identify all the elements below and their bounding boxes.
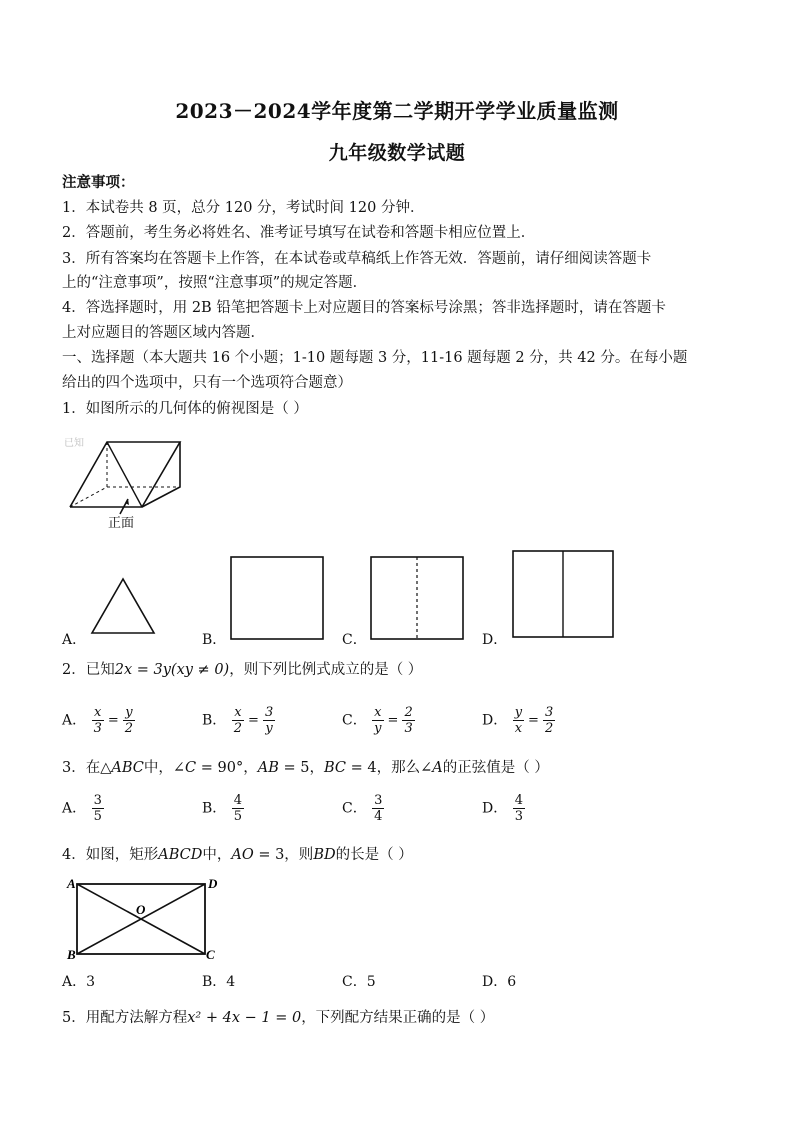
q4-text: 4．如图，矩形 bbox=[62, 847, 159, 863]
frac-num: x bbox=[92, 705, 104, 721]
frac-den: 5 bbox=[233, 809, 243, 824]
frac-num: 2 bbox=[404, 705, 413, 720]
notice-heading: 注意事项： bbox=[62, 174, 135, 191]
vertex-b-label: B bbox=[67, 947, 76, 962]
question-1-stem: 1．如图所示的几何体的俯视图是（ ） bbox=[62, 401, 308, 417]
q3-text: 3．在△ bbox=[62, 760, 112, 776]
q3-var: AB bbox=[257, 760, 279, 776]
q3-var: C bbox=[185, 760, 197, 776]
q3-option-c bbox=[342, 793, 385, 824]
q4-option-b: B．4 bbox=[202, 974, 236, 990]
frac-den: 4 bbox=[374, 809, 383, 824]
vertex-c-label: C bbox=[206, 947, 215, 962]
option-label: A． bbox=[62, 712, 87, 729]
center-o-label: O bbox=[136, 902, 146, 917]
q4-var: ABCD bbox=[158, 847, 203, 863]
q3-text: 中，∠ bbox=[143, 760, 186, 776]
option-label: D． bbox=[482, 800, 508, 817]
q3-var: BC bbox=[323, 760, 346, 776]
q2-stem-suffix: ，则下列比例式成立的是（ ） bbox=[229, 662, 423, 678]
page-subtitle: 九年级数学试题 bbox=[328, 142, 466, 164]
frac-num: 4 bbox=[233, 793, 243, 808]
frac-num: 3 bbox=[93, 793, 102, 808]
q5-text: ，下列配方结果正确的是（ ） bbox=[301, 1010, 495, 1026]
q3-text: = 90°， bbox=[196, 760, 258, 776]
option-label: A． bbox=[62, 800, 87, 817]
q3-text: = 5， bbox=[278, 760, 324, 776]
section-heading: 给出的四个选项中，只有一个选项符合题意） bbox=[62, 375, 352, 391]
q3-option-b bbox=[202, 793, 245, 824]
q4-option-d: D．6 bbox=[482, 974, 517, 990]
option-label: C． bbox=[342, 800, 367, 817]
frac-num: 4 bbox=[514, 793, 523, 808]
frac-num: 3 bbox=[264, 705, 274, 720]
question-3-stem bbox=[62, 758, 742, 778]
option-label: D． bbox=[482, 712, 508, 729]
front-label: 正面 bbox=[108, 516, 135, 531]
q3-var: A bbox=[432, 760, 443, 776]
option-c-rectangle-dashed bbox=[370, 556, 465, 641]
q2-option-c: C． $\frac{x}{y}$ = $\frac{2}{3}$ bbox=[342, 705, 413, 736]
notice-item: 2．答题前，考生务必将姓名、准考证号填写在试卷和答题卡相应位置上． bbox=[62, 225, 536, 241]
q4-option-c: C．5 bbox=[342, 974, 376, 990]
frac-num: y bbox=[514, 705, 523, 720]
section-heading: 一、选择题（本大题共 16 个小题；1-10 题每题 3 分，11-16 题每题 2 分，共 42 分。在每小题 bbox=[62, 350, 688, 366]
q3-text: = 4，那么∠ bbox=[346, 760, 433, 776]
notice-item: 1．本试卷共 8 页，总分 120 分，考试时间 120 分钟． bbox=[62, 200, 425, 216]
scan-ghost-text: 已知 bbox=[64, 438, 84, 449]
q4-var: AO bbox=[231, 847, 254, 863]
frac-den: x bbox=[514, 721, 523, 736]
frac-num: x bbox=[372, 705, 383, 721]
frac-den: 3 bbox=[514, 809, 523, 824]
q1-option-d-label: D． bbox=[482, 632, 508, 648]
q5-equation: x² + 4x − 1 = 0 bbox=[187, 1010, 302, 1026]
frac-den: y bbox=[265, 721, 273, 736]
question-4-stem bbox=[62, 845, 742, 865]
notice-item: 上的“注意事项”，按照“注意事项”的规定答题． bbox=[62, 275, 368, 291]
frac-num: 3 bbox=[544, 705, 554, 720]
frac-num: 3 bbox=[374, 793, 383, 808]
frac-den: 2 bbox=[124, 721, 134, 736]
question-5-stem bbox=[62, 1008, 742, 1028]
notice-item: 上对应题目的答题区域内答题． bbox=[62, 325, 265, 341]
question-2-stem bbox=[62, 660, 742, 680]
frac-den: 3 bbox=[404, 721, 413, 736]
q2-option-a: A． $\frac{x}{3}$ = $\frac{y}{2}$ bbox=[62, 705, 134, 736]
q2-stem-prefix: 2．已知 bbox=[62, 662, 115, 678]
q3-text: 的正弦值是（ ） bbox=[442, 760, 549, 776]
q1-option-c-label: C． bbox=[342, 632, 367, 648]
q2-option-b: B． $\frac{x}{2}$ = $\frac{3}{y}$ bbox=[202, 705, 274, 736]
page-title: 2023－2024学年度第二学期开学学业质量监测 bbox=[175, 99, 619, 123]
frac-den: y bbox=[374, 721, 382, 736]
frac-num: x bbox=[232, 705, 244, 721]
q4-text: 的长是（ ） bbox=[335, 847, 413, 863]
rectangle-figure bbox=[64, 876, 224, 964]
option-d-rectangle-solid bbox=[512, 550, 616, 640]
q3-option-d bbox=[482, 793, 526, 824]
option-label: B． bbox=[202, 800, 227, 817]
frac-den: 5 bbox=[93, 809, 102, 824]
notice-item: 3．所有答案均在答题卡上作答，在本试卷或草稿纸上作答无效．答题前，请仔细阅读答题卡 bbox=[62, 251, 652, 267]
q1-option-a-label: A． bbox=[62, 632, 87, 648]
frac-num: y bbox=[123, 705, 135, 721]
frac-den: 3 bbox=[93, 721, 102, 736]
q4-text: 中， bbox=[202, 847, 232, 863]
vertex-a-label: A bbox=[67, 876, 76, 891]
q1-option-b-label: B． bbox=[202, 632, 227, 648]
frac-den: 2 bbox=[544, 721, 554, 736]
q2-option-d: D． $\frac{y}{x}$ = $\frac{3}{2}$ bbox=[482, 705, 554, 736]
q4-option-a: A．3 bbox=[62, 974, 96, 990]
option-b-rectangle bbox=[230, 556, 325, 641]
q3-option-a bbox=[62, 793, 105, 824]
option-label: C． bbox=[342, 712, 367, 729]
q3-var: ABC bbox=[111, 760, 144, 776]
option-a-triangle bbox=[88, 576, 158, 636]
vertex-d-label: D bbox=[208, 876, 218, 891]
option-label: B． bbox=[202, 712, 227, 729]
q4-text: = 3，则 bbox=[253, 847, 314, 863]
q5-text: 5．用配方法解方程 bbox=[62, 1010, 188, 1026]
q4-var: BD bbox=[313, 847, 336, 863]
q2-condition: 2x = 3y(xy ≠ 0) bbox=[114, 662, 230, 678]
notice-item: 4．答选择题时，用 2B 铅笔把答题卡上对应题目的答案标号涂黑；答非选择题时，请在答题卡 bbox=[62, 300, 666, 316]
frac-den: 2 bbox=[233, 721, 243, 736]
